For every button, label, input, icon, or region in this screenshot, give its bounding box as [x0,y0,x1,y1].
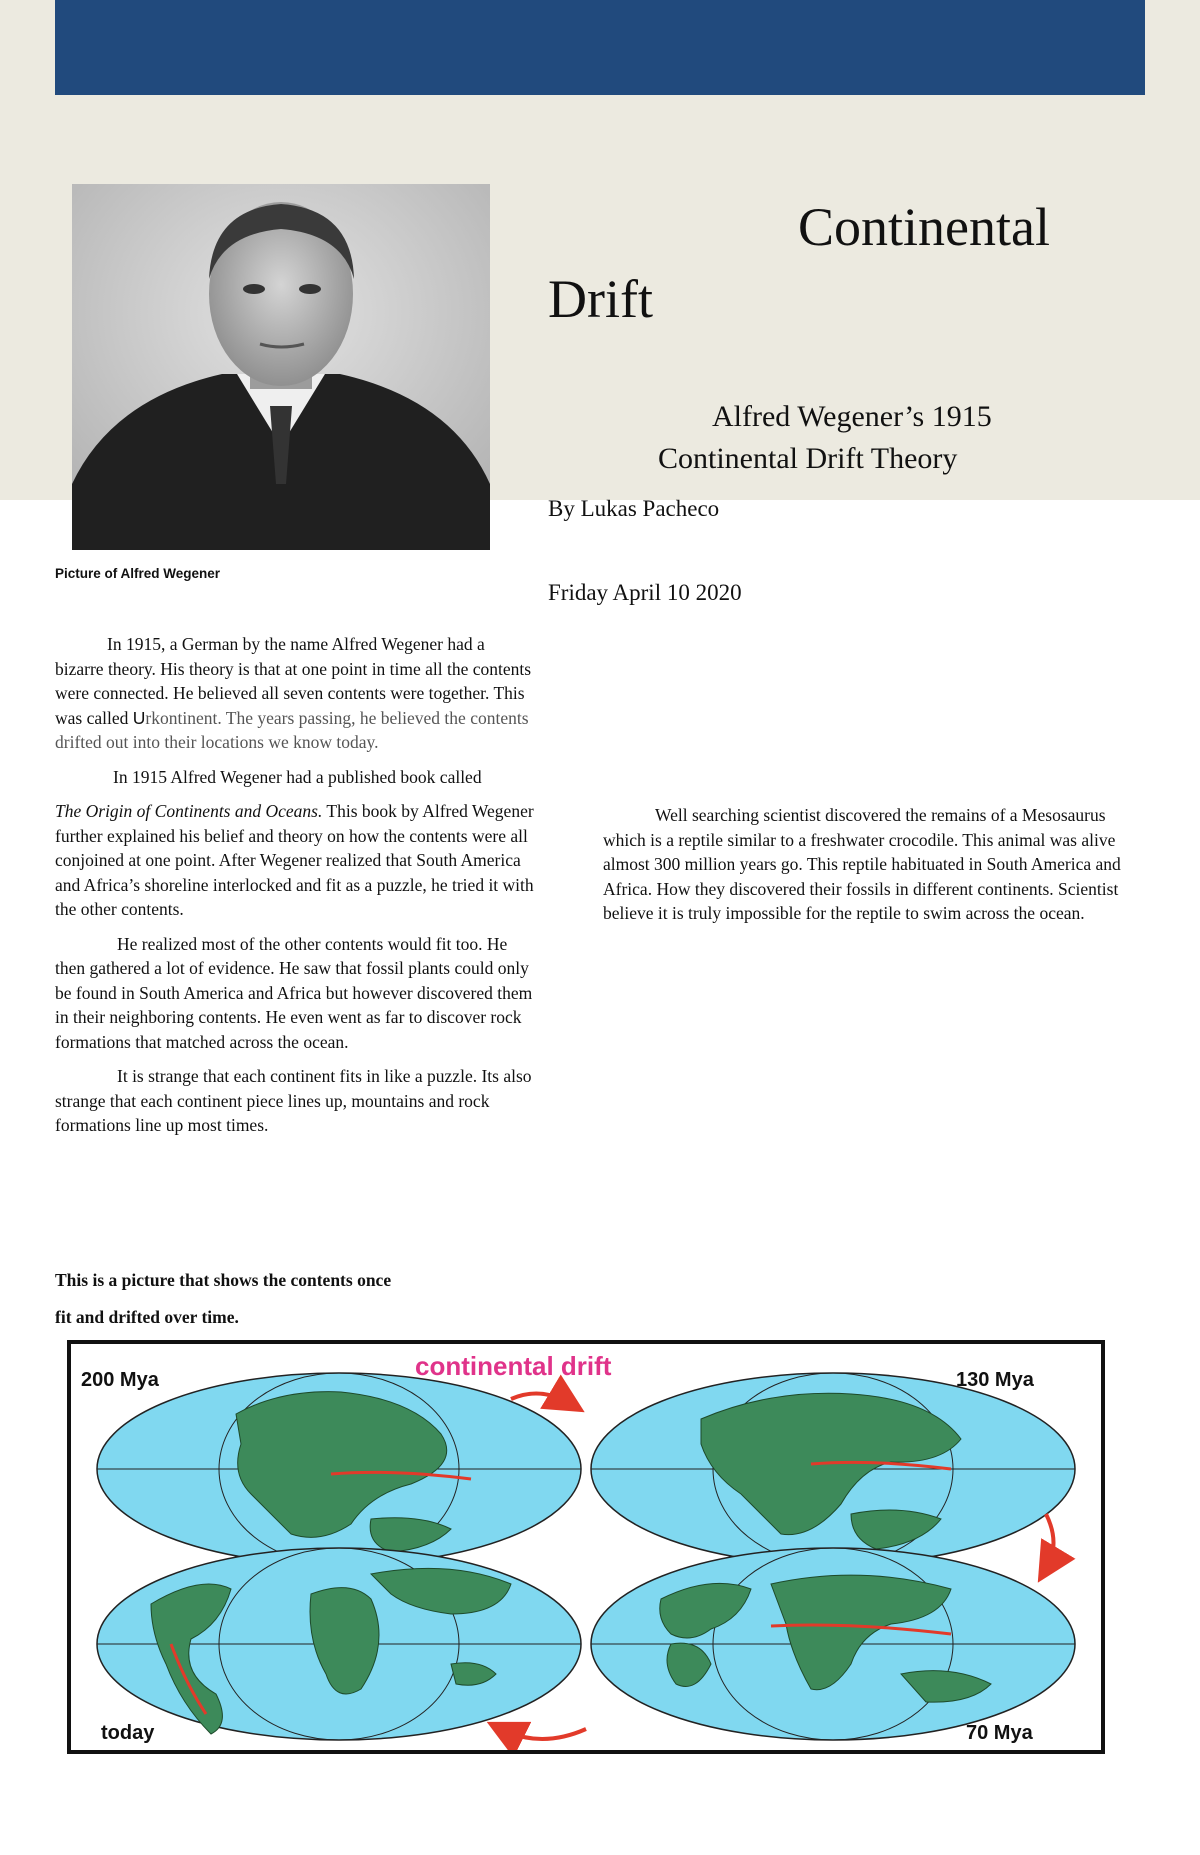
article-right-column [603,803,1143,926]
label-200-mya: 200 Mya [81,1369,159,1391]
subtitle-line-1: Alfred Wegener’s 1915 [712,400,992,433]
paragraph-2: The Origin of Continents and Oceans. This book by Alfred Wegener further explained his belief and theory on how the contents were all conjoined at one point. After Wegener realized that South America and Africa’s shoreline interlocked and fit as a puzzle, he tried it with the other contents. [55,801,534,919]
label-today: today [101,1722,155,1744]
paragraph-2-intro: In 1915 Alfred Wegener had a published book called [113,766,482,787]
paragraph-4: It is strange that each continent fits in like a puzzle. Its also strange that each continent piece lines up, mountains and rock formations line up most times. [55,1066,532,1135]
globe-today [97,1548,581,1740]
paragraph-right: Well searching scientist discovered the remains of a Mesosaurus which is a reptile similar to a freshwater crocodile. This animal was alive almost 300 million years go. This reptile habituated in South America and Africa. How they discovered their fossils in different continents. Scientist believe it is truly impossible for the reptile to swim across the ocean. [603,805,1121,923]
portrait-photo [72,184,490,550]
title-line-2: Drift [548,269,653,329]
globe-130-mya [591,1373,1075,1565]
paragraph-1: In 1915, a German by the name Alfred Wegener had a bizarre theory. His theory is that at one point in time all the contents were connected. He believed all seven contents were together. This was called Urkontinent. The years passing, he believed the contents drifted out into their locations we know today. [55,634,532,752]
globe-200-mya [97,1373,581,1565]
publish-date: Friday April 10 2020 [548,580,742,605]
byline: By Lukas Pacheco [548,496,720,521]
arrow-to-70 [1046,1514,1054,1569]
figure-caption: This is a picture that shows the contents once fit and drifted over time. [55,1270,392,1327]
portrait-caption: Picture of Alfred Wegener [55,566,221,581]
title-line-1: Continental [798,197,1050,257]
header-bar [55,0,1145,95]
label-130-mya: 130 Mya [956,1369,1034,1391]
continental-drift-map [67,1340,1105,1754]
subtitle-line-2: Continental Drift Theory [658,442,958,475]
book-title: The Origin of Continents and Oceans. [55,801,323,821]
globe-70-mya [591,1548,1075,1740]
arrow-to-130 [511,1394,571,1404]
article-left-column [55,632,535,1138]
paragraph-3: He realized most of the other contents would fit too. He then gathered a lot of evidence. He saw that fossil plants could only be found in South America and Africa but however discovered them in their neighboring contents. He even went as far to discover rock formations that matched across the ocean. [55,933,533,1052]
label-70-mya: 70 Mya [966,1722,1033,1744]
map-title: continental drift [415,1351,612,1381]
arrow-to-today [501,1729,586,1739]
